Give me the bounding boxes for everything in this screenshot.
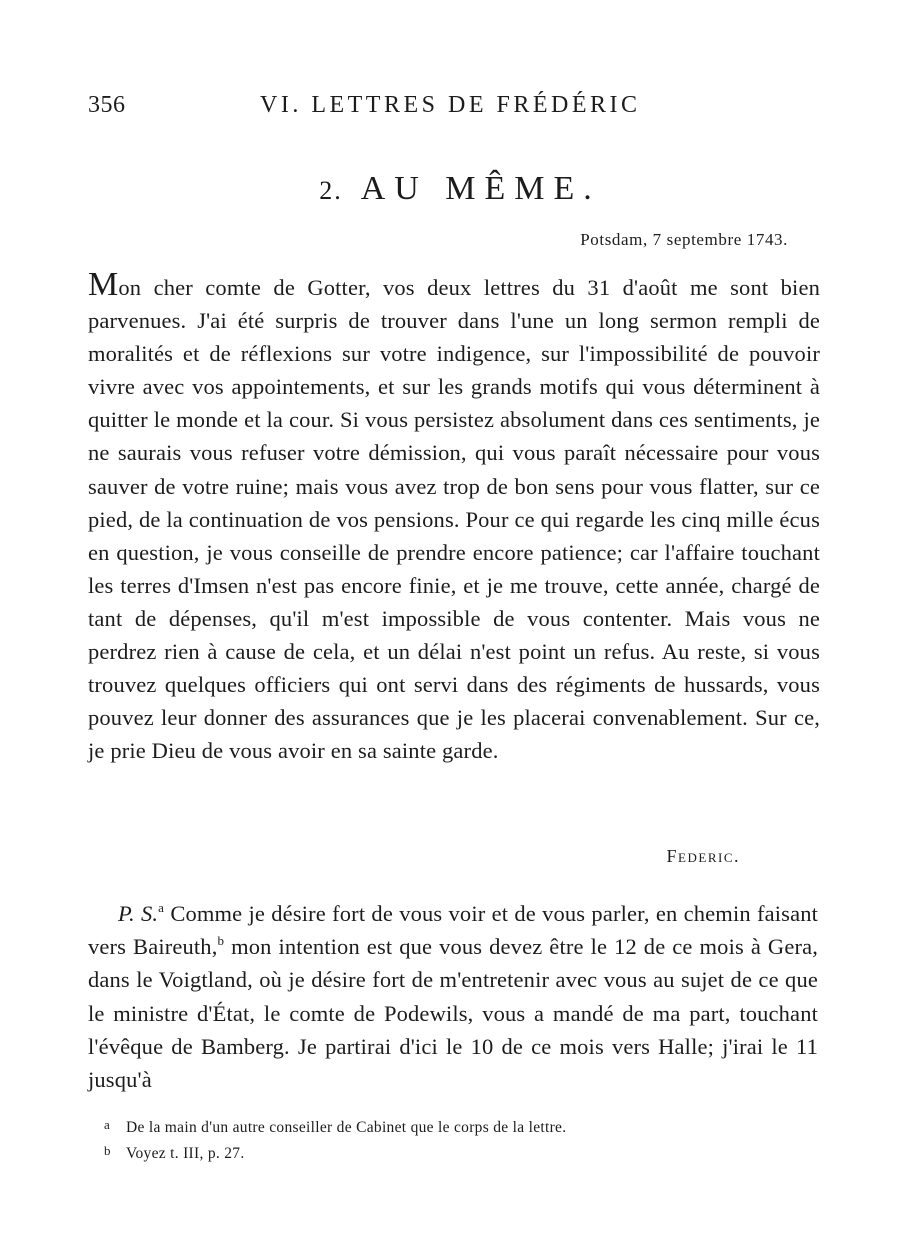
- footnote-mark: b: [104, 1143, 111, 1158]
- footnote: [104, 1113, 804, 1139]
- running-head: [88, 92, 818, 124]
- postscript-label: P. S.: [118, 901, 159, 926]
- footnote-ref-a: a: [158, 900, 165, 915]
- dateline: Potsdam, 7 septembre 1743.: [580, 230, 788, 249]
- drop-cap: M: [88, 266, 119, 303]
- letter-body: [88, 268, 820, 767]
- footnote: [104, 1139, 804, 1165]
- postscript-text-2: mon intention est que vous devez être le 12 de ce mois à Gera, dans le Voigtland, où je désire fort de m'entretenir avec vous au sujet de ce que le ministre d'État, le comte de Podewils, vous a mandé de ma part, touchant l'évêque de Bamberg. Je partirai d'ici le 10 de ce mois vers Halle; j'irai le 11 jusqu'à: [88, 934, 819, 1093]
- page-number: 356: [88, 92, 126, 118]
- footnote-ref-b: b: [217, 933, 225, 949]
- postscript-text-1: Comme je désire fort de vous voir et de vous parler, en chemin faisant vers Baireuth,: [88, 901, 819, 960]
- footnote-text: De la main d'un autre conseiller de Cabinet que le corps de la lettre.: [126, 1119, 567, 1136]
- footnote-text: Voyez t. III, p. 27.: [126, 1145, 245, 1162]
- letter-title: AU MÊME.: [360, 170, 601, 207]
- footnote-mark: a: [104, 1117, 111, 1132]
- letter-heading: [0, 170, 900, 208]
- footnotes: [104, 1113, 804, 1165]
- signature: Federic.: [666, 846, 740, 866]
- letter-body-text: on cher comte de Gotter, vos deux lettres du 31 d'août me sont bien parvenues. J'ai été surpris de trouver dans l'une un long sermon rempli de moralités et de réflexions sur votre indigence, sur l'impossibilité de pouvoir vivre avec vos appointements, et sur les grands motifs qui vous déterminent à quitter le monde et la cour. Si vous persistez absolument dans ces sentiments, je ne saurais vous refuser votre démission, qui vous paraît nécessaire pour vous sauver de votre ruine; mais vous avez trop de bon sens pour vous flatter, sur ce pied, de la continuation de vos pensions. Pour ce qui regarde les cinq mille écus en question, je vous conseille de prendre encore patience; car l'affaire touchant les terres d'Imsen n'est pas encore finie, et je me trouve, cette année, chargé de tant de dépenses, qu'il m'est impossible de vous contenter. Mais vous ne perdrez rien à cause de cela, et un délai n'est point un refus. Au reste, si vous trouvez quelques officiers qui ont servi dans des régiments de hussards, vous pouvez leur donner des assurances que je les placerai convenablement. Sur ce, je prie Dieu de vous avoir en sa sainte garde.: [88, 275, 820, 764]
- postscript: [88, 897, 818, 1096]
- running-title: VI. LETTRES DE FRÉDÉRIC: [260, 92, 641, 118]
- letter-number: 2.: [319, 176, 343, 205]
